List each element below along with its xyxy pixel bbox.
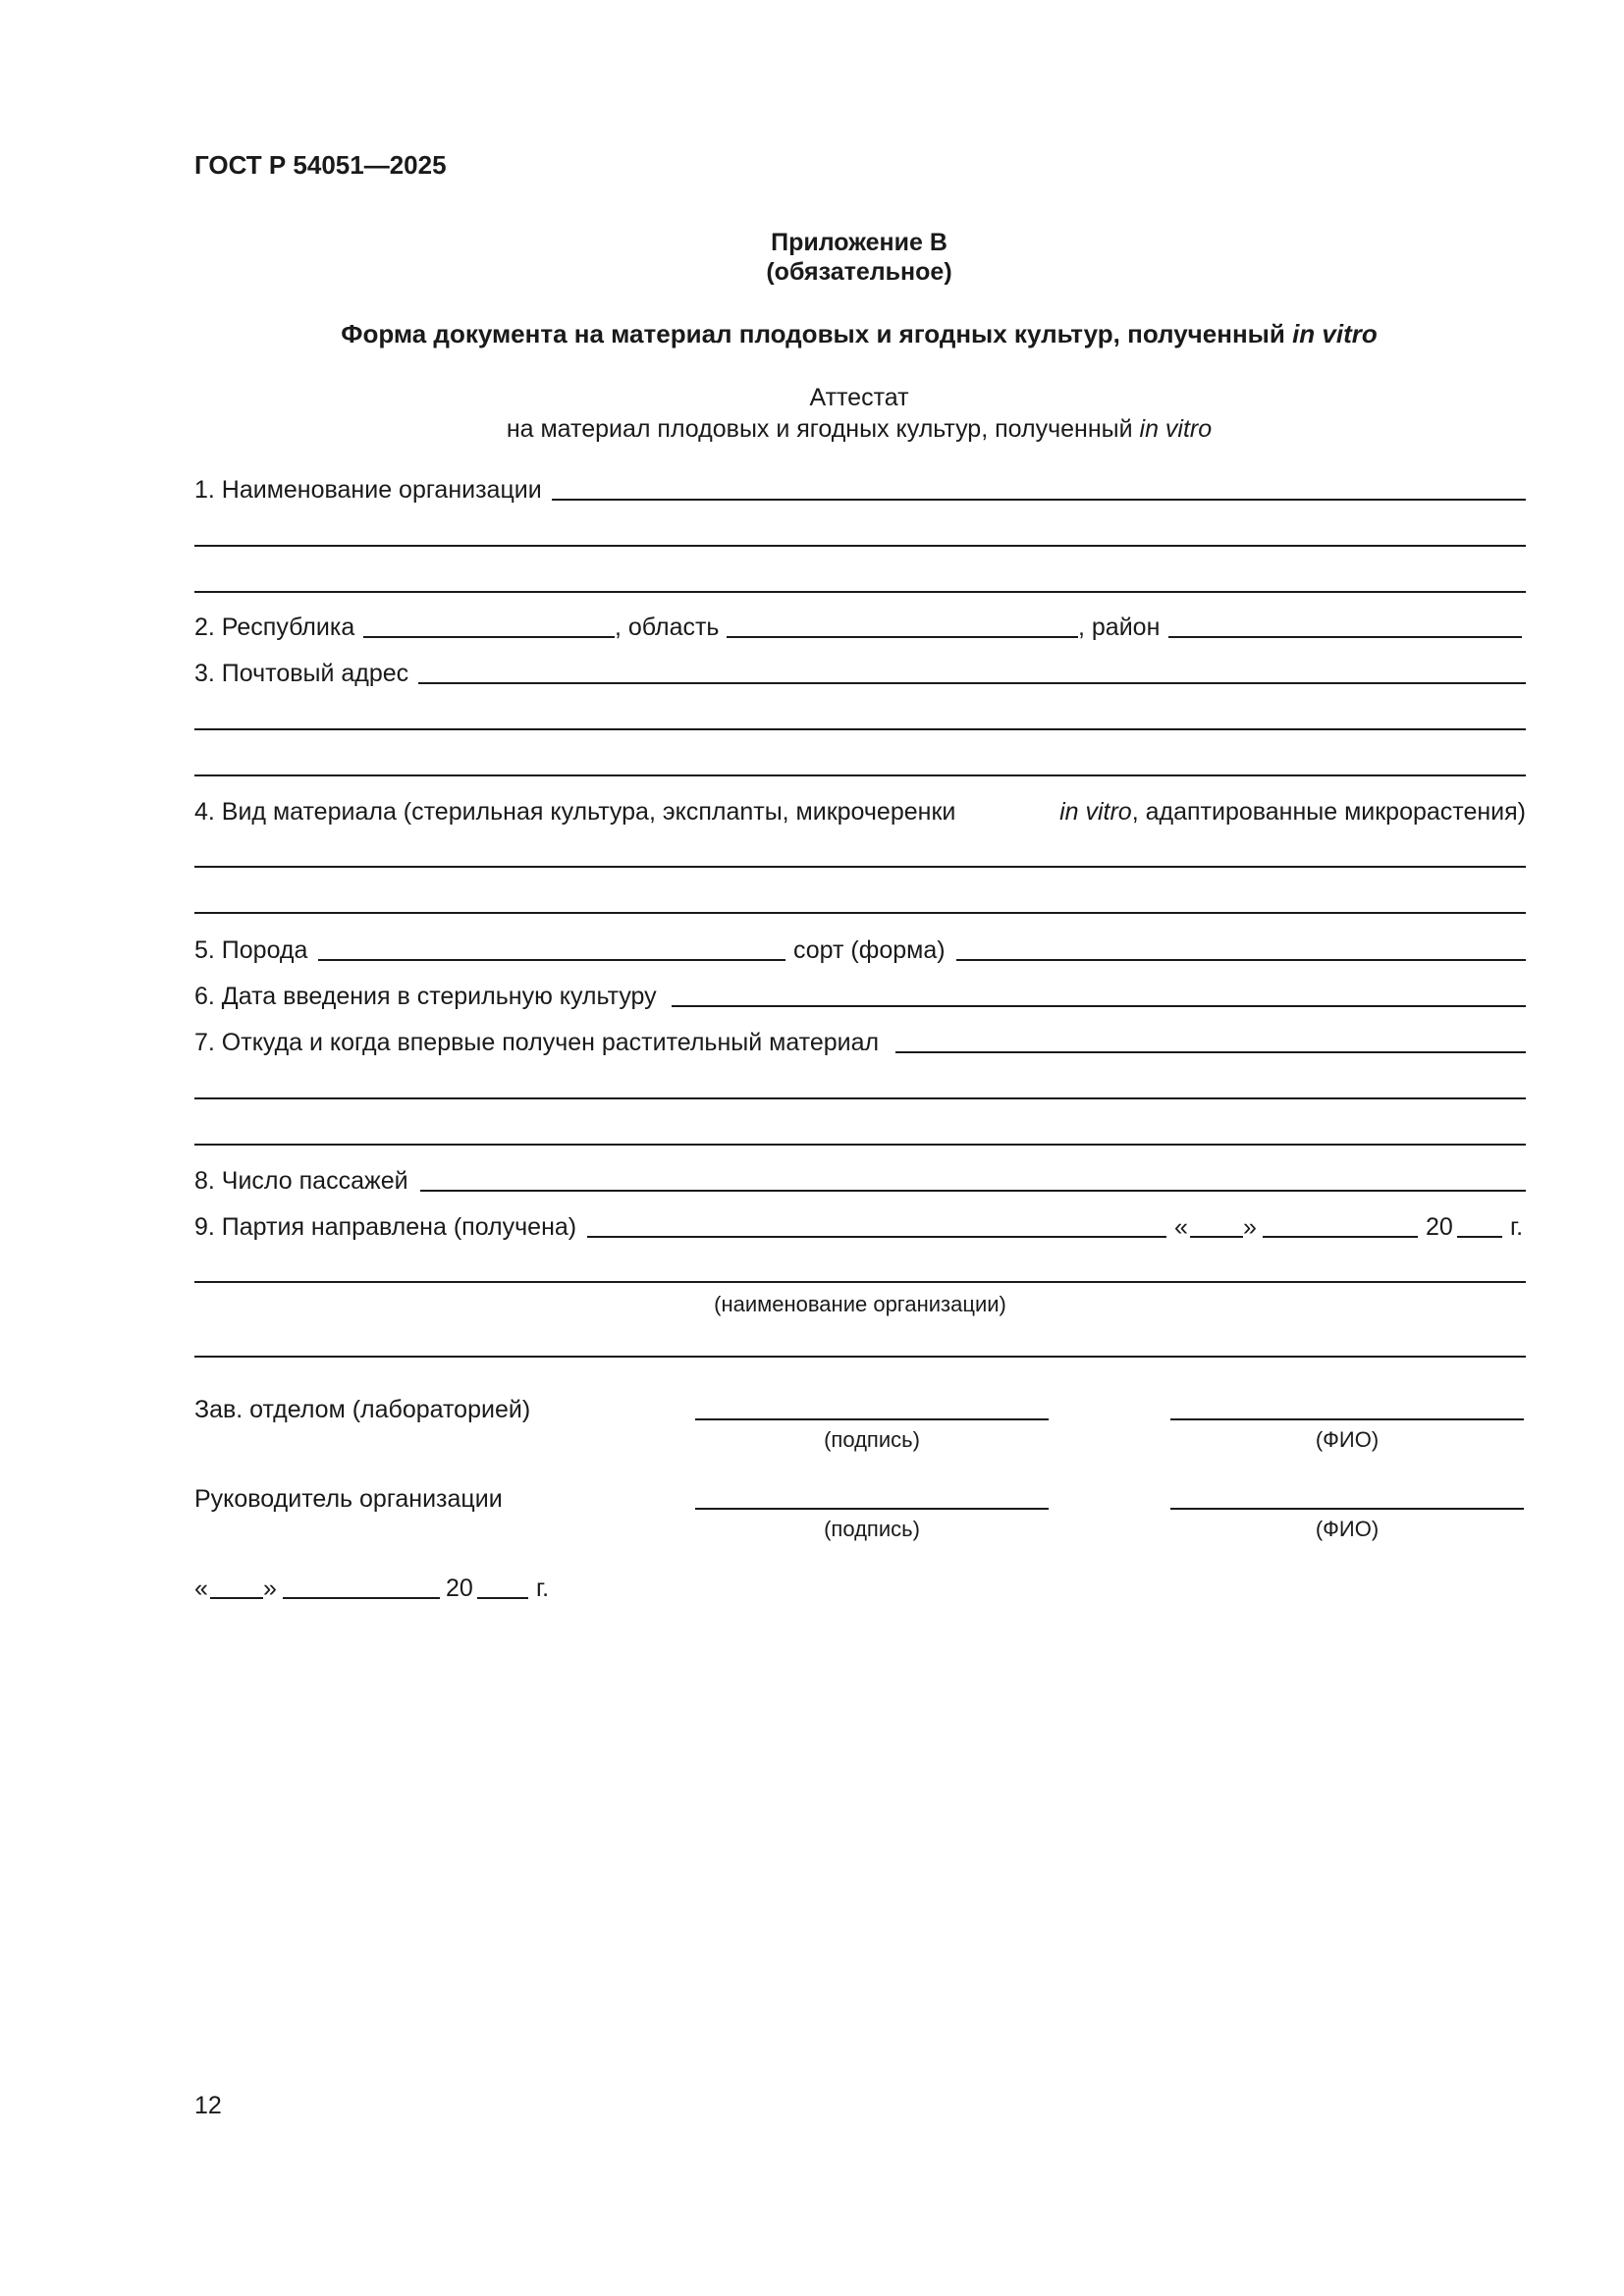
field-5-breed-label: 5. Порода [194, 936, 308, 964]
field-8-label: 8. Число пассажей [194, 1167, 408, 1195]
field-2-region-line[interactable] [727, 636, 1078, 638]
certificate-subtitle-italic: in vitro [1139, 415, 1213, 443]
appendix-title: Приложение В [771, 229, 947, 256]
field-9-quote-open: « [1174, 1213, 1188, 1241]
field-7-input-line-2[interactable] [194, 1097, 1526, 1099]
date-month-line[interactable] [283, 1597, 440, 1599]
field-9-year-suffix: г. [1510, 1213, 1524, 1241]
page-number: 12 [194, 2092, 222, 2119]
field-4-label-after: , адаптированные микрорастения) [1131, 798, 1526, 826]
field-9-label: 9. Партия направлена (получена) [194, 1213, 577, 1241]
field-9-extra-line[interactable] [194, 1356, 1526, 1358]
field-7-input-line[interactable] [895, 1051, 1526, 1053]
field-2-district-label: , район [1078, 614, 1161, 641]
field-4-input-line-2[interactable] [194, 912, 1526, 914]
certificate-title: Аттестат [809, 384, 909, 411]
field-7-input-line-3[interactable] [194, 1144, 1526, 1146]
field-4-label-italic-wrap [1059, 797, 1526, 827]
head-org-sign-line[interactable] [695, 1508, 1049, 1510]
head-dept-label: Зав. отделом (лабораторией) [194, 1396, 531, 1423]
field-3-input-line[interactable] [418, 682, 1526, 684]
field-1-input-line-2[interactable] [194, 545, 1526, 547]
appendix-status: (обязательное) [766, 258, 952, 286]
field-8-input-line[interactable] [420, 1190, 1526, 1192]
certificate-subtitle-text: на материал плодовых и ягодных культур, полученный [506, 415, 1133, 443]
form-title-text: Форма документа на материал плодовых и ягодных культур, полученный [341, 319, 1285, 348]
head-org-name-caption: (ФИО) [1315, 1517, 1380, 1541]
certificate-subtitle [0, 414, 1624, 444]
field-4-label-italic: in vitro [1059, 798, 1132, 826]
head-dept-sign-line[interactable] [695, 1418, 1049, 1420]
date-year-line[interactable] [477, 1597, 528, 1599]
head-org-label: Руководитель организации [194, 1485, 503, 1513]
field-9-month-line[interactable] [1263, 1236, 1418, 1238]
head-dept-name-caption: (ФИО) [1315, 1427, 1380, 1452]
document-code: ГОСТ Р 54051—2025 [194, 150, 447, 180]
field-3-input-line-3[interactable] [194, 774, 1526, 776]
form-title [0, 319, 1624, 348]
field-1-input-line[interactable] [552, 499, 1526, 501]
field-3-input-line-2[interactable] [194, 728, 1526, 730]
field-1-input-line-3[interactable] [194, 591, 1526, 593]
date-day-line[interactable] [210, 1597, 263, 1599]
field-4-input-line[interactable] [194, 866, 1526, 868]
date-year-prefix: 20 [446, 1575, 473, 1602]
field-9-org-line[interactable] [194, 1281, 1526, 1283]
head-org-name-line[interactable] [1170, 1508, 1524, 1510]
date-quote-open: « [194, 1575, 208, 1602]
date-quote-close: » [263, 1575, 277, 1602]
field-9-quote-close: » [1243, 1213, 1257, 1241]
field-5-sort-label: сорт (форма) [793, 936, 946, 964]
field-9-input-line[interactable] [587, 1236, 1166, 1238]
head-org-sign-caption: (подпись) [824, 1517, 920, 1541]
form-title-italic: in vitro [1292, 319, 1378, 348]
field-4-label-before: 4. Вид материала (стерильная культура, эксплanты, микрочеренки [194, 798, 956, 826]
field-9-year-line[interactable] [1457, 1236, 1502, 1238]
field-2-district-line[interactable] [1168, 636, 1522, 638]
head-dept-sign-caption: (подпись) [824, 1427, 920, 1452]
field-6-input-line[interactable] [672, 1005, 1526, 1007]
date-year-suffix: г. [536, 1575, 550, 1602]
head-dept-name-line[interactable] [1170, 1418, 1524, 1420]
field-3-label: 3. Почтовый адрес [194, 660, 409, 687]
field-5-breed-line[interactable] [318, 959, 785, 961]
field-9-org-caption: (наименование организации) [714, 1292, 1006, 1316]
field-2-republic-line[interactable] [363, 636, 615, 638]
field-6-label: 6. Дата введения в стерильную культуру [194, 983, 657, 1010]
field-1-label: 1. Наименование организации [194, 476, 542, 504]
field-4-label [194, 797, 1526, 827]
field-9-year-prefix: 20 [1426, 1213, 1453, 1241]
field-9-day-line[interactable] [1190, 1236, 1243, 1238]
field-5-sort-line[interactable] [956, 959, 1526, 961]
field-7-label: 7. Откуда и когда впервые получен растительный материал [194, 1029, 880, 1056]
field-2-region-label: , область [615, 614, 720, 641]
field-2-republic-label: 2. Республика [194, 614, 355, 641]
